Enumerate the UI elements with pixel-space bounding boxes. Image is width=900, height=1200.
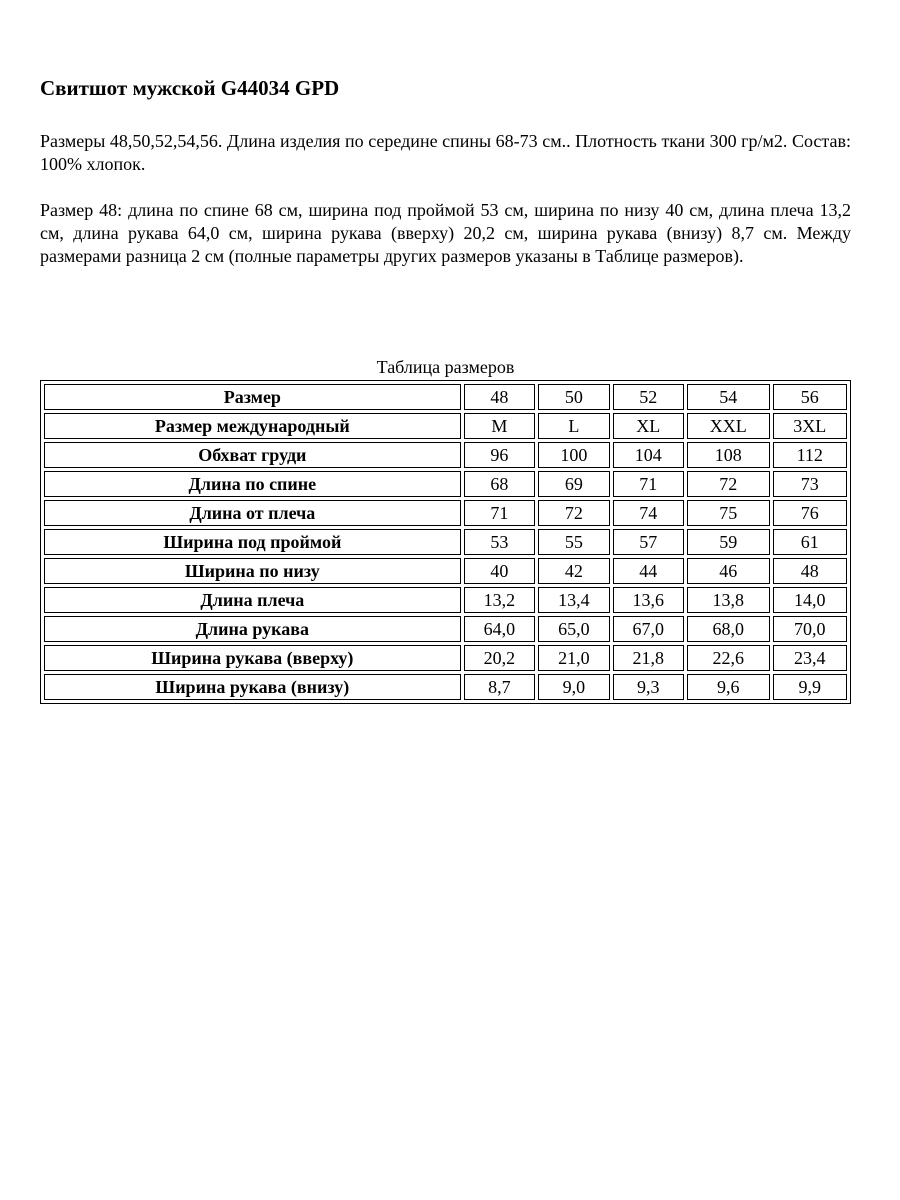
- table-cell: 59: [687, 529, 770, 555]
- row-label: Длина рукава: [44, 616, 461, 642]
- size-48-details-paragraph: Размер 48: длина по спине 68 см, ширина под проймой 53 см, ширина по низу 40 см, длина плеча 13,2 см, длина рукава 64,0 см, ширина рукава (вверху) 20,2 см, ширина рукава (внизу) 8,7 см. Между размерами разница 2 см (полные параметры других размеров указаны в Таблице размеров).: [40, 200, 851, 266]
- table-cell: 13,8: [687, 587, 770, 613]
- table-cell: 13,2: [464, 587, 535, 613]
- table-cell: 46: [687, 558, 770, 584]
- table-caption: Таблица размеров: [376, 357, 515, 377]
- size-table-body: [44, 384, 847, 700]
- row-label: Длина от плеча: [44, 500, 461, 526]
- table-row: [44, 587, 847, 613]
- table-cell: 73: [773, 471, 847, 497]
- table-cell: 55: [538, 529, 609, 555]
- row-label: Ширина по низу: [44, 558, 461, 584]
- description-paragraph: Размеры 48,50,52,54,56. Длина изделия по середине спины 68-73 см.. Плотность ткани 300 гр/м2. Состав: 100% хлопок.: [40, 131, 851, 174]
- table-cell: 52: [613, 384, 684, 410]
- row-label: Ширина рукава (вверху): [44, 645, 461, 671]
- table-cell: 3XL: [773, 413, 847, 439]
- table-cell: 23,4: [773, 645, 847, 671]
- table-cell: 54: [687, 384, 770, 410]
- table-cell: XL: [613, 413, 684, 439]
- size-table-container: [40, 380, 851, 704]
- table-row: [44, 616, 847, 642]
- table-cell: L: [538, 413, 609, 439]
- size-table: [40, 380, 851, 704]
- table-cell: 57: [613, 529, 684, 555]
- table-cell: 100: [538, 442, 609, 468]
- table-cell: 96: [464, 442, 535, 468]
- table-cell: 68,0: [687, 616, 770, 642]
- table-cell: 72: [687, 471, 770, 497]
- table-cell: 13,4: [538, 587, 609, 613]
- table-row: [44, 674, 847, 700]
- document-title: Свитшот мужской G44034 GPD: [40, 76, 340, 100]
- table-row: [44, 384, 847, 410]
- table-cell: 40: [464, 558, 535, 584]
- table-cell: 64,0: [464, 616, 535, 642]
- table-cell: 65,0: [538, 616, 609, 642]
- table-row: [44, 529, 847, 555]
- table-cell: M: [464, 413, 535, 439]
- table-cell: 70,0: [773, 616, 847, 642]
- table-cell: 74: [613, 500, 684, 526]
- table-cell: 48: [773, 558, 847, 584]
- table-cell: 13,6: [613, 587, 684, 613]
- table-cell: 71: [464, 500, 535, 526]
- row-label: Ширина рукава (внизу): [44, 674, 461, 700]
- table-cell: 9,6: [687, 674, 770, 700]
- table-cell: 72: [538, 500, 609, 526]
- row-label: Размер: [44, 384, 461, 410]
- row-label: Обхват груди: [44, 442, 461, 468]
- table-row: [44, 500, 847, 526]
- table-cell: 71: [613, 471, 684, 497]
- table-cell: 75: [687, 500, 770, 526]
- table-cell: 42: [538, 558, 609, 584]
- table-row: [44, 442, 847, 468]
- row-label: Размер международный: [44, 413, 461, 439]
- row-label: Длина плеча: [44, 587, 461, 613]
- table-cell: 20,2: [464, 645, 535, 671]
- table-cell: 22,6: [687, 645, 770, 671]
- table-row: [44, 413, 847, 439]
- table-row: [44, 645, 847, 671]
- table-cell: 68: [464, 471, 535, 497]
- table-cell: 21,0: [538, 645, 609, 671]
- row-label: Ширина под проймой: [44, 529, 461, 555]
- table-cell: 76: [773, 500, 847, 526]
- table-cell: 44: [613, 558, 684, 584]
- table-cell: 50: [538, 384, 609, 410]
- table-row: [44, 558, 847, 584]
- table-cell: 56: [773, 384, 847, 410]
- table-cell: 108: [687, 442, 770, 468]
- table-cell: 61: [773, 529, 847, 555]
- table-row: [44, 471, 847, 497]
- table-cell: 8,7: [464, 674, 535, 700]
- table-cell: XXL: [687, 413, 770, 439]
- table-cell: 67,0: [613, 616, 684, 642]
- table-cell: 69: [538, 471, 609, 497]
- table-cell: 104: [613, 442, 684, 468]
- table-cell: 9,0: [538, 674, 609, 700]
- table-cell: 9,3: [613, 674, 684, 700]
- table-cell: 48: [464, 384, 535, 410]
- table-cell: 53: [464, 529, 535, 555]
- table-cell: 9,9: [773, 674, 847, 700]
- table-cell: 112: [773, 442, 847, 468]
- table-cell: 14,0: [773, 587, 847, 613]
- row-label: Длина по спине: [44, 471, 461, 497]
- table-cell: 21,8: [613, 645, 684, 671]
